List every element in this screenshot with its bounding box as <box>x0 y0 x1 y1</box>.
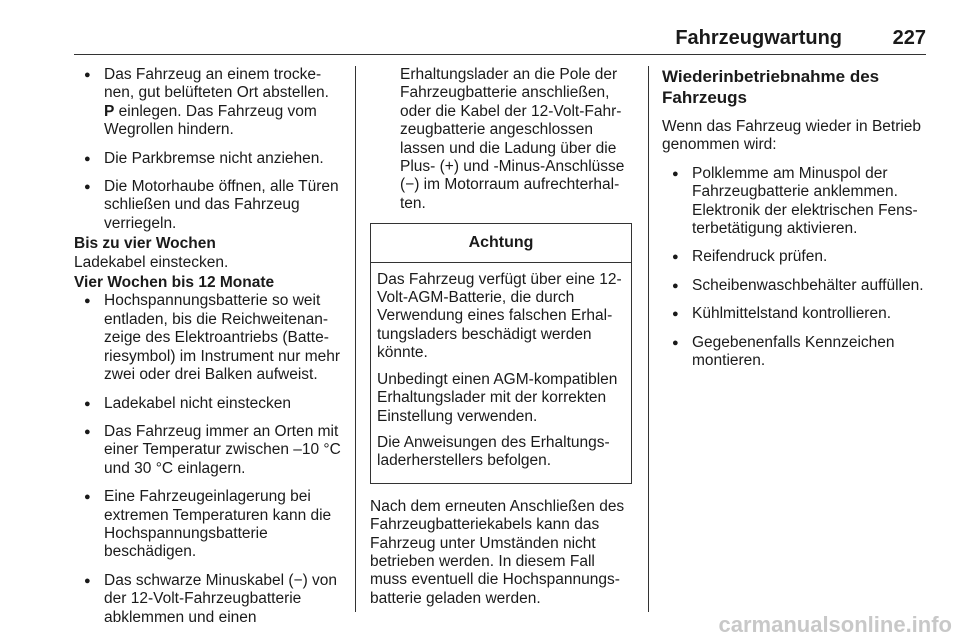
continuation-text: Erhaltungslader an die Pole der Fahrzeugbatterie anschließen, oder die Kabel der 12-Volt-Fahrzeugbatterie angeschlossen lassen und die Ladung über die Plus- (+) und -Minus-Anschlüsse (−) im Motorraum aufrechterhalten. <box>400 66 625 212</box>
list-item: ● Das Fahrzeug an einem trockenen, gut belüfteten Ort abstellen. P einlegen. Das Fahrzeug vom Wegrollen hindern. <box>74 66 342 140</box>
warning-title: Achtung <box>371 224 631 262</box>
list-item: ● Reifendruck prüfen. <box>662 248 928 266</box>
section-heading-12-months: Vier Wochen bis 12 Monate <box>74 274 275 292</box>
page-title: Fahrzeugwartung <box>675 27 842 49</box>
recommission-intro: Wenn das Fahrzeug wieder in Betrieb genommen wird: <box>662 118 922 154</box>
list-item: ● Die Motorhaube öffnen, alle Türen schließen und das Fahrzeug verriegeln. <box>74 178 342 233</box>
warning-paragraph: Die Anweisungen des Erhaltungsladerherstellers befolgen. <box>377 433 610 470</box>
page-header <box>74 28 926 55</box>
column-divider-1 <box>355 66 356 612</box>
after-warning-text: Nach dem erneuten Anschließen des Fahrzeugbatteriekabels kann das Fahrzeug unter Umständen nicht betrieben werden. In diesem Fall muss eventuell die Hochspannungsbatterie geladen werden. <box>370 497 625 607</box>
warning-paragraph: Unbedingt einen AGM-kompatiblen Erhaltungslader mit der korrekten Einstellung verwenden. <box>377 370 618 425</box>
list-item: ● Die Parkbremse nicht anziehen. <box>74 150 342 168</box>
column-right <box>662 66 928 380</box>
list-item: ● Ladekabel nicht einstecken <box>74 395 342 413</box>
list-item: ● Das Fahrzeug immer an Orten mit einer Temperatur zwischen –10 °C und 30 °C einlagern. <box>74 423 342 478</box>
list-item: ● Scheibenwaschbehälter auffüllen. <box>662 277 928 295</box>
column-middle <box>370 66 632 618</box>
section-heading-recommission: Wiederinbetriebnahme des Fahrzeugs <box>662 67 880 107</box>
section-text-four-weeks: Ladekabel einstecken. <box>74 253 229 271</box>
storage-bullets <box>74 66 342 233</box>
list-item: ● Polklemme am Minuspol der Fahrzeugbatterie anklemmen. Elektronik der elektrischen Fensterbetätigung aktivieren. <box>662 165 928 239</box>
warning-box <box>370 223 632 483</box>
section-heading-four-weeks: Bis zu vier Wochen <box>74 235 216 253</box>
page-number: 227 <box>892 27 926 49</box>
warning-body <box>371 263 631 483</box>
watermark: carmanualsonline.info <box>718 612 952 637</box>
list-item: ● Kühlmittelstand kontrollieren. <box>662 305 928 323</box>
column-left <box>74 66 342 637</box>
recommission-bullets <box>662 165 928 371</box>
list-item: ● Das schwarze Minuskabel (−) von der 12-Volt-Fahrzeugbatterie abklemmen und einen <box>74 572 342 627</box>
list-item: ● Eine Fahrzeugeinlagerung bei extremen Temperaturen kann die Hochspannungsbatterie beschädigen. <box>74 488 342 562</box>
list-item: ● Gegebenenfalls Kennzeichen montieren. <box>662 334 928 371</box>
warning-paragraph: Das Fahrzeug verfügt über eine 12-Volt-AGM-Batterie, die durch Verwendung eines falschen Erhaltungsladers beschädigt werden könnte. <box>377 270 622 362</box>
list-item: ● Hochspannungsbatterie so weit entladen, bis die Reichweitenanzeige des Elektroantriebs (Batteriesymbol) im Instrument nur mehr zwei oder drei Balken aufweist. <box>74 292 342 384</box>
long-storage-bullets <box>74 292 342 627</box>
column-divider-2 <box>648 66 649 612</box>
